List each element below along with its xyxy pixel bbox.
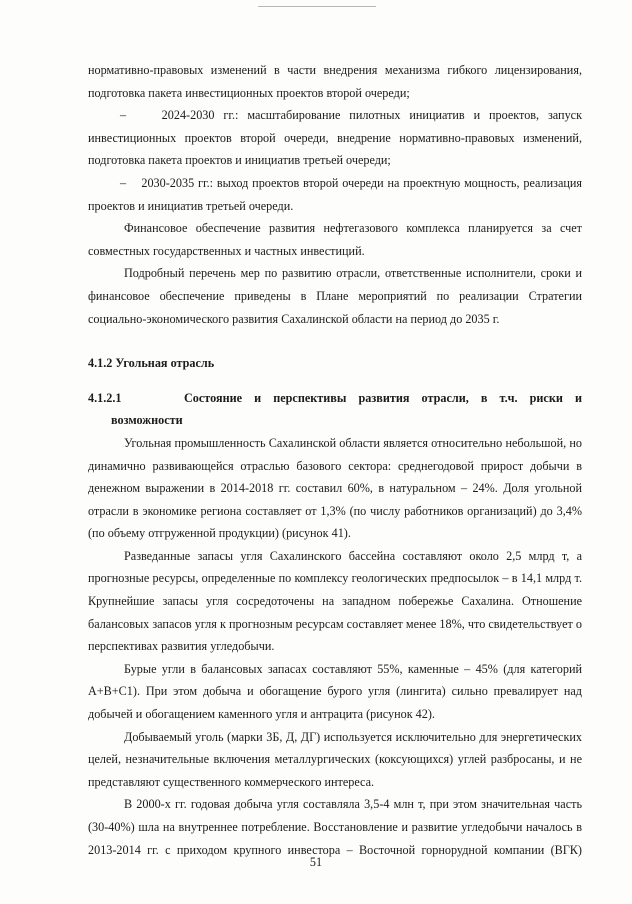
section-heading-coal-industry: 4.1.2 Угольная отрасль: [88, 356, 215, 371]
paragraph-coal-history: В 2000-х гг. годовая добыча угля составляла 3,5-4 млн т, при этом значительная часть (30-40%) шла на внутреннее потребление. Восстановление и развитие угледобычи началось в 2013-2014 гг. с приходом крупного инвестора – Восточной горнорудной компании (ВГК): [88, 797, 582, 857]
subsection-title: Состояние и перспективы развития отрасли, в т.ч. риски и: [184, 390, 582, 405]
list-item-2030-2035: – 2030-2035 гг.: выход проектов второй очереди на проектную мощность, реализация проектов и инициатив третьей очереди.: [88, 175, 582, 213]
page-number: 51: [309, 855, 323, 869]
subsection-title-continuation: возможности: [111, 413, 183, 428]
paragraph-coal-overview: Угольная промышленность Сахалинской области является относительно небольшой, но динамично развивающейся отраслью базового сектора: среднегодовой прирост добычи в денежном выражении в 2014-2018 гг. составил 60%, в натуральном – 24%. Доля угольной отрасли в экономике региона составляет от 1,3% (по числу работников организаций) до 3,4% (по объему отгруженной продукции) (рисунок 41).: [88, 435, 582, 541]
subsection-number: 4.1.2.1: [88, 390, 122, 405]
paragraph-coal-reserves: Разведанные запасы угля Сахалинского бассейна составляют около 2,5 млрд т, а прогнозные ресурсы, определенные по комплексу геологических предпосылок – в 14,1 млрд т. Крупнейшие запасы угля сосредоточены на западном побережье Сахалина. Отношение балансовых запасов угля к прогнозным ресурсам составляет менее 18%, что свидетельствует о перспективах развития угледобычи.: [88, 548, 582, 654]
paragraph-financing: Финансовое обеспечение развития нефтегазового комплекса планируется за счет совместных государственных и частных инвестиций.: [88, 221, 582, 258]
subsection-heading: [88, 387, 582, 410]
paragraph-continuation: нормативно-правовых изменений в части внедрения механизма гибкого лицензирования, подготовка пакета инвестиционных проектов второй очереди;: [88, 63, 582, 100]
page-body: [88, 59, 582, 861]
paragraph-plan-reference: Подробный перечень мер по развитию отрасли, ответственные исполнители, сроки и финансовое обеспечение приведены в Плане мероприятий по реализации Стратегии социально-экономического развития Сахалинской области на период до 2035 г.: [88, 266, 582, 326]
list-item-2024-2030: – 2024-2030 гг.: масштабирование пилотных инициатив и проектов, запуск инвестиционных проектов второй очереди, внедрение нормативно-правовых изменений, подготовка пакета проектов и инициатив третьей очереди;: [88, 108, 582, 168]
paragraph-coal-types: Бурые угли в балансовых запасах составляют 55%, каменные – 45% (для категорий А+В+С1). При этом добыча и обогащение бурого угля (лингита) сильно превалирует над добычей и обогащением каменного угля и антрацита (рисунок 42).: [88, 661, 582, 722]
paragraph-coal-usage: Добываемый уголь (марки 3Б, Д, ДГ) используется исключительно для энергетических целей, незначительные включения металлургических (коксующихся) углей разбросаны, и не представляют существенного коммерческого интереса.: [88, 729, 582, 789]
top-edge-line: [258, 6, 376, 7]
